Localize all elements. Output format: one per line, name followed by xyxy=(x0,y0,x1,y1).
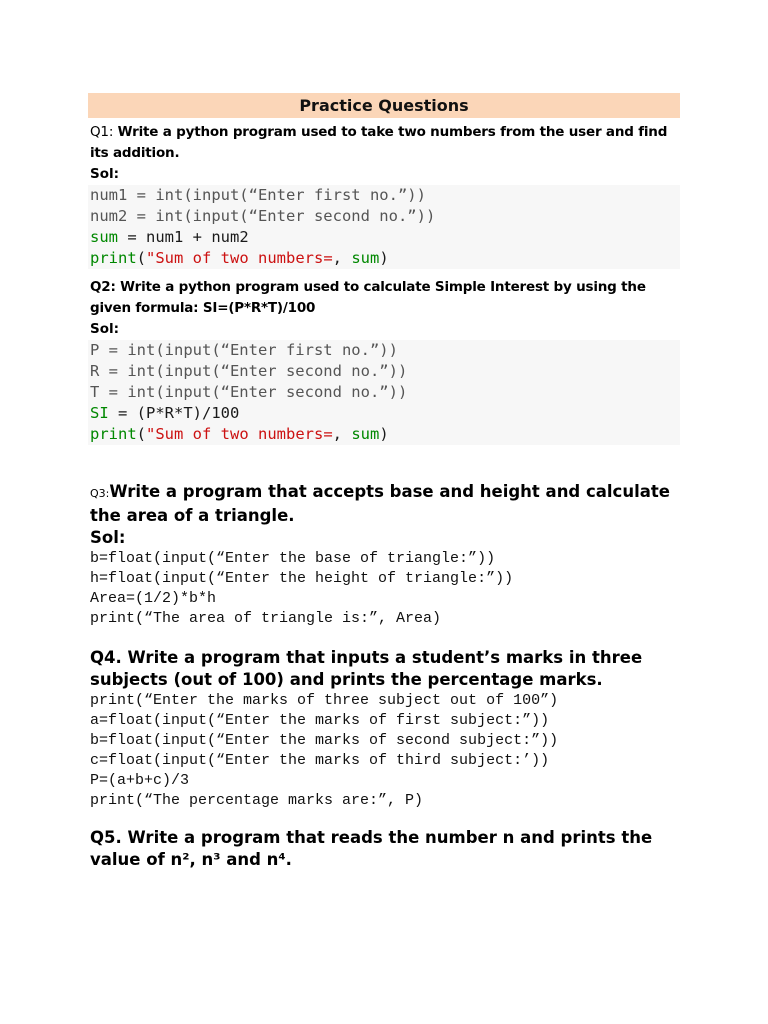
code-expression: = num1 + num2 xyxy=(118,228,249,246)
question-3-text: Write a program that accepts base and height and calculate the area of a triangle. xyxy=(90,482,670,525)
code-line: a=float(input(“Enter the marks of first subject:”)) xyxy=(90,712,550,729)
page-title: Practice Questions xyxy=(88,93,680,118)
code-line: R = int(input(“Enter second no.”)) xyxy=(90,362,408,380)
code-line xyxy=(90,424,678,445)
question-2: Q2: Write a python program used to calculate Simple Interest by using the given formula: SI=(P*R*T)/100 xyxy=(90,279,646,316)
question-2-sol-label: Sol: xyxy=(90,321,120,337)
code-function: print xyxy=(90,249,137,267)
code-line: h=float(input(“Enter the height of triangle:”)) xyxy=(90,570,514,587)
code-line xyxy=(90,248,678,269)
code-string: "Sum of two numbers= xyxy=(146,249,333,267)
code-line: num2 = int(input(“Enter second no.”)) xyxy=(90,207,436,225)
code-line: b=float(input(“Enter the marks of second subject:”)) xyxy=(90,732,559,749)
code-line: P=(a+b+c)/3 xyxy=(90,772,190,789)
code-line: print(“Enter the marks of three subject out of 100”) xyxy=(90,692,559,709)
question-1 xyxy=(88,122,680,164)
document-page xyxy=(88,93,680,871)
code-expression: = (P*R*T)/100 xyxy=(108,404,240,422)
code-variable: SI xyxy=(90,404,109,422)
code-line: b=float(input(“Enter the base of triangle:”)) xyxy=(90,550,496,567)
question-3-number: Q3: xyxy=(90,487,110,500)
question-1-code-block xyxy=(88,185,680,269)
code-variable: sum xyxy=(90,228,118,246)
question-1-number: Q1: xyxy=(90,124,114,140)
code-line: P = int(input(“Enter first no.”)) xyxy=(90,341,398,359)
code-line: print(“The area of triangle is:”, Area) xyxy=(90,610,442,627)
code-line: c=float(input(“Enter the marks of third subject:’)) xyxy=(90,752,550,769)
code-paren: ) xyxy=(379,425,389,443)
code-paren: ( xyxy=(136,425,147,443)
question-3-code-block xyxy=(88,549,680,629)
question-4-code-block xyxy=(88,691,680,811)
code-comma: , xyxy=(332,425,352,443)
question-5: Q5. Write a program that reads the number n and prints the value of n², n³ and n⁴. xyxy=(90,828,653,869)
question-2-code-block xyxy=(88,340,680,445)
code-comma: , xyxy=(332,249,352,267)
code-line xyxy=(90,227,678,248)
code-argument: sum xyxy=(351,425,380,443)
code-line xyxy=(90,403,678,424)
code-line: print(“The percentage marks are:”, P) xyxy=(90,792,424,809)
code-string: "Sum of two numbers= xyxy=(146,425,333,443)
question-1-sol-label: Sol: xyxy=(90,166,120,182)
question-3-sol-label: Sol: xyxy=(90,528,126,547)
question-3 xyxy=(88,481,680,527)
code-line: num1 = int(input(“Enter first no.”)) xyxy=(90,186,426,204)
question-4: Q4. Write a program that inputs a student’s marks in three subjects (out of 100) and prints the percentage marks. xyxy=(90,648,643,689)
question-1-text: Write a python program used to take two numbers from the user and find its addition. xyxy=(90,124,668,161)
code-paren: ) xyxy=(379,249,389,267)
code-line: Area=(1/2)*b*h xyxy=(90,590,217,607)
code-function: print xyxy=(90,425,137,443)
code-argument: sum xyxy=(351,249,380,267)
code-line: T = int(input(“Enter second no.”)) xyxy=(90,383,408,401)
code-paren: ( xyxy=(136,249,147,267)
